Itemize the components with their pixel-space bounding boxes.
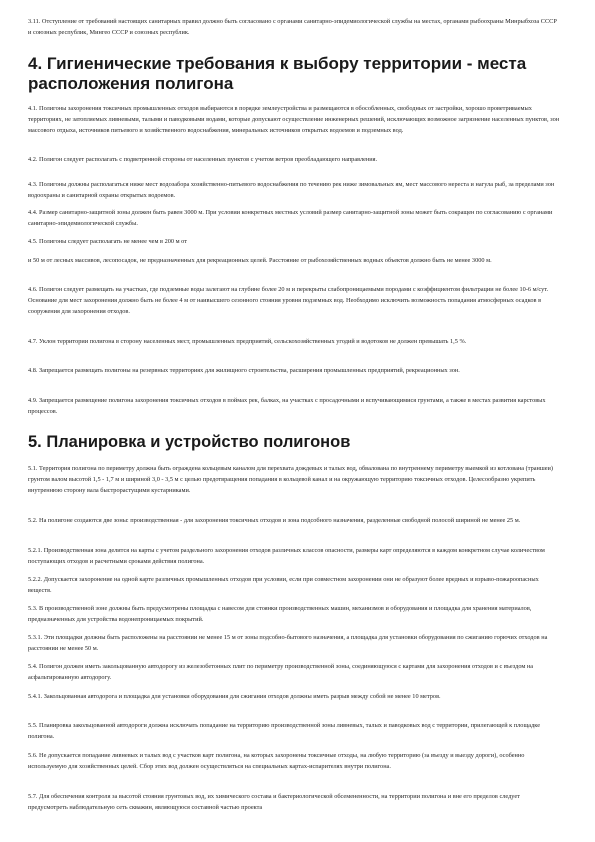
- paragraph-4-7: 4.7. Уклон территории полигона в сторону населенных мест, промышленных предприятий, сельскохозяйственных угодий и водотоков не должен превышать 1,5 %.: [28, 338, 467, 345]
- section-4-heading: 4. Гигиенические требования к выбору территории - места расположения полигона: [28, 54, 527, 93]
- paragraph-5-4-1: 5.4.1. Закольцованная автодорога и площадка для установки оборудования для сжигания отходов должны иметь разрыв между собой не менее 10 метров.: [28, 693, 441, 700]
- paragraph-3-11: 3.11. Отступление от требований настоящих санитарных правил должно быть согласовано с органами санитарно-эпидемиологической службы на местах, органами рыбоохраны Минрыбхоза СССР и союзных республик, Мингео СССР и союзных республик.: [28, 18, 557, 36]
- paragraph-4-9: 4.9. Запрещается размещение полигона захоронения токсичных отходов в поймах рек, балках, на участках с просадочными и вспучивающимися грунтами, а также в местах развития карстовых процессов.: [28, 397, 546, 415]
- paragraph-5-4: 5.4. Полигон должен иметь закольцованную автодорогу из железобетонных плит по периметру производственной зоны, соединяющуюся с картами для захоронения отходов и с въездом на асфальтированную автодорогу.: [28, 663, 534, 681]
- paragraph-5-3: 5.3. В производственной зоне должны быть предусмотрены площадка с навесом для стоянки производственных машин, механизмов и оборудования и площадка для хранения материалов, предназначенных для устройства водонепроницаемых покрытий.: [28, 605, 532, 623]
- paragraph-5-2-2: 5.2.2. Допускается захоронение на одной карте различных промышленных отходов при условии, если при совместном захоронении они не образуют более вредных и взрыво-пожароопасных веществ.: [28, 576, 539, 594]
- paragraph-4-5-continued: и 50 м от лесных массивов, лесопосадок, не предназначенных для рекреационных целей. Расстояние от рыбохозяйственных водных объектов должно быть не менее 3000 м.: [28, 257, 492, 264]
- paragraph-5-6: 5.6. Не допускается попадание ливневых и талых вод с участков карт полигона, на которых захоронены токсичные отходы, на любую территорию (за въезду и выезду дороги), особенно используемую для хозяйственных целей. Сбор этих вод должен осуществляться на специальных картах-испарителях внутри полигона.: [28, 752, 525, 770]
- section-5-heading: 5. Планировка и устройство полигонов: [28, 433, 351, 451]
- paragraph-4-3: 4.3. Полигоны должны располагаться ниже мест водозабора хозяйственно-питьевого водоснабжения по течению рек ниже зимовальных ям, мест массового нереста и нагула рыб, за пределами зон водоохраны и санитарной охраны открытых водоемов.: [28, 181, 555, 199]
- paragraph-5-5: 5.5. Планировка закольцованной автодороги должна исключать попадание на территорию производственной зоны ливневых, талых и паводковых вод с территории, прилегающей к площадке полигона.: [28, 722, 540, 740]
- paragraph-5-2-1: 5.2.1. Производственная зона делится на карты с учетом раздельного захоронения отходов различных классов опасности, размеры карт определяются в каждом конкретном случае количеством поступающих отходов и расчетными сроками действия полигона.: [28, 547, 545, 565]
- paragraph-4-6: 4.6. Полигон следует размещать на участках, где подземные воды залегают на глубине более 20 м и перекрыты слабопроницаемыми породами с коэффициентом фильтрации не более 10-6 м/сут. Основание для мест захоронения должно быть не более 4 м от наивысшего сезонного стояния уровня подземных вод. Необходимо исключить возможность попадания атмосферных осадков в сооружения для захоронения отходов.: [28, 286, 549, 315]
- paragraph-5-1: 5.1. Территория полигона по периметру должна быть ограждена кольцевым каналом для перехвата дождевых и талых вод, обвалована по внутреннему периметру выемкой из котлована (траншеи) грунтом валом высотой 1,5 - 1,7 м и шириной 3,0 - 3,5 м с целью предотвращения попадания в кольцевой канал и на окружающую территорию токсичных отходов. Целесообразно укрепить внутреннюю сторону вала быстрорастущими кустарниками.: [28, 465, 554, 494]
- paragraph-4-4: 4.4. Размер санитарно-защитной зоны должен быть равен 3000 м. При условии конкретных местных условий размер санитарно-защитной зоны может быть сокращен по согласованию с органами санитарно-эпидемиологической службы.: [28, 209, 553, 227]
- paragraph-4-8: 4.8. Запрещается размещать полигоны на резервных территориях для жилищного строительства, расширения промышленных предприятий, рекреационных зон.: [28, 367, 460, 374]
- paragraph-4-5: 4.5. Полигоны следует располагать не менее чем в 200 м от: [28, 238, 187, 245]
- paragraph-5-7: 5.7. Для обеспечения контроля за высотой стояния грунтовых вод, их химического состава и бактериологической обсемененности, на территории полигона и вне его пределов следует предусмотреть наблюдательную сеть скважин, являющуюся составной частью проекта: [28, 793, 520, 811]
- paragraph-4-2: 4.2. Полигон следует располагать с подветренной стороны от населенных пунктов с учетом ветров преобладающего направления.: [28, 156, 378, 163]
- paragraph-5-3-1: 5.3.1. Эти площадки должны быть расположены на расстоянии не менее 15 м от зоны подсобно-бытового назначения, а площадка для установки оборудования по сжиганию горючих отходов на расстоянии не менее 50 м.: [28, 634, 548, 652]
- paragraph-4-1: 4.1. Полигоны захоронения токсичных промышленных отходов выбираются в порядке землеустройства и размещаются в обособленных, свободных от застройки, хорошо проветриваемых территориях, не затопляемых ливневыми, талыми и паводковыми водами, которые допускают осуществление инженерных решений, исключающих возможное загрязнение населенных пунктов, зон массового отдыха, источников питьевого и хозяйственного водоснабжения, минеральных источников открытых водоемов и подземных вод.: [28, 105, 560, 134]
- paragraph-5-2: 5.2. На полигоне создаются две зоны: производственная - для захоронения токсичных отходов и зона подсобного назначения, разделенные свободной полосой шириной не менее 25 м.: [28, 517, 521, 524]
